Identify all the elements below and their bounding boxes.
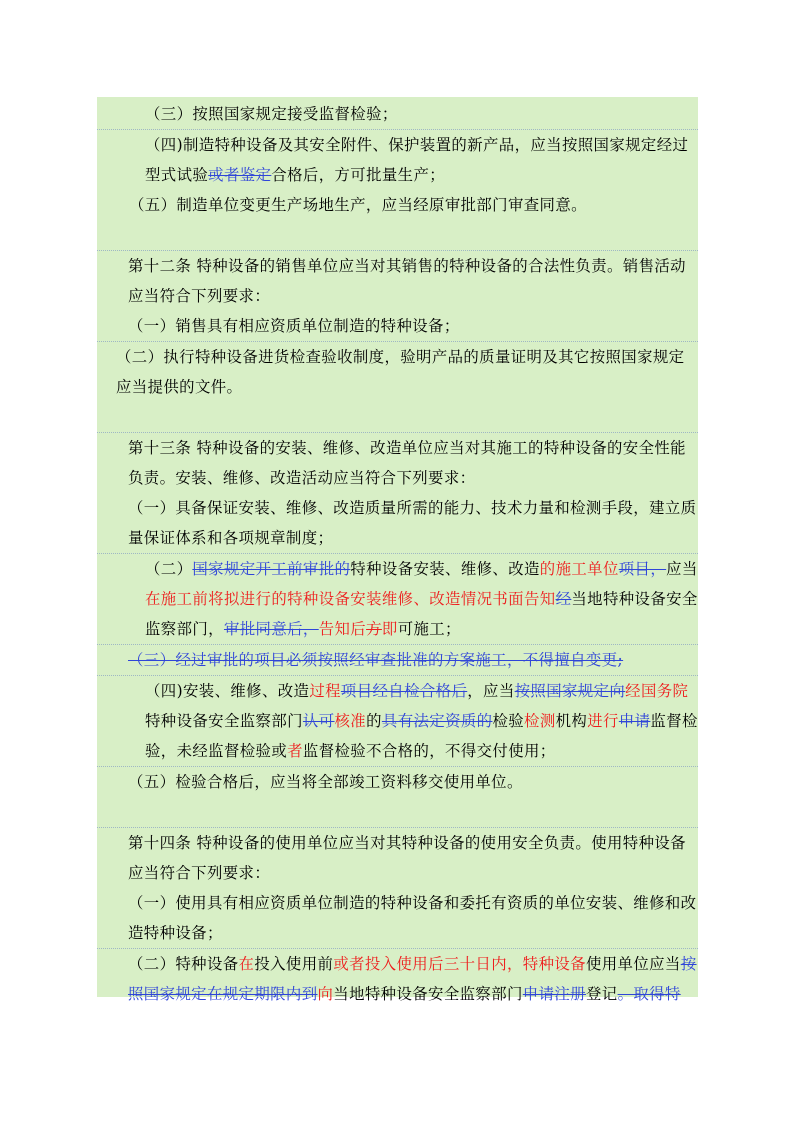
article-13-heading — [97, 432, 698, 493]
text: （二）执行特种设备进货检查验收制度，验明产品的质量证明及其它按照国家规定应当提供的文件。 — [116, 348, 685, 396]
text: 特种设备安全监察部门 — [145, 712, 303, 730]
deleted-text: （三）经过审批的项目必须按照经审查批准的方案施工，不得擅自变更; — [128, 651, 624, 669]
inserted-text: 经国务院 — [625, 682, 689, 700]
deleted-text: 方 — [366, 620, 382, 638]
article-13-item-3-deleted — [97, 644, 698, 675]
deleted-text: 项目经自检合格后 — [340, 682, 468, 700]
inserted-text: 核准 — [334, 712, 367, 730]
text: 使用单位应当 — [585, 955, 681, 973]
text: 当地特种设备安全监察部门， — [145, 590, 698, 638]
text: 可施工； — [397, 620, 461, 638]
article-13-item-4 — [97, 675, 698, 766]
paragraph-gap — [97, 797, 698, 827]
article-12-item-1 — [97, 311, 698, 341]
deleted-text: 经 — [555, 590, 572, 608]
deleted-text: 国家规定开工前审批的 — [192, 560, 351, 578]
text: 登记 — [585, 985, 618, 1003]
deleted-text: 审批同意后， — [223, 620, 319, 638]
article-13-item-2 — [97, 553, 698, 644]
text: （三）按照国家规定接受监督检验； — [145, 105, 398, 123]
text: （一）销售具有相应资质单位制造的特种设备； — [128, 317, 460, 335]
deleted-text: 具有法定资质的 — [381, 712, 493, 730]
inserted-text: 检测 — [524, 712, 556, 730]
text: （四)安装、维修、改造 — [145, 682, 310, 700]
deleted-text: 申请 — [618, 712, 651, 730]
inserted-text: 进行 — [587, 712, 619, 730]
paragraph-gap — [97, 220, 698, 250]
article-13-item-5 — [97, 766, 698, 797]
text: （一）使用具有相应资质单位制造的特种设备和委托有资质的单位安装、维修和改造特种设备； — [128, 894, 697, 942]
text: 监督检验不合格的，不得交付使用； — [302, 742, 556, 760]
inserted-text: 在施工前将拟进行的特种设备安装维修、改造情况书面告知 — [145, 590, 556, 608]
text: 监督检验，未经监督检验或 — [145, 712, 698, 760]
inserted-text: 即 — [381, 620, 398, 638]
deleted-text: 申请注册 — [522, 985, 586, 1003]
text: （一）具备保证安装、维修、改造质量所需的能力、技术力量和检测手段，建立质量保证体系和各项规章制度； — [128, 499, 697, 547]
text: （四)制造特种设备及其安全附件、保护装置的新产品，应当按照国家规定经过型式试验 — [145, 136, 689, 184]
article-14-heading — [97, 827, 698, 888]
text: （二） — [145, 560, 193, 578]
deleted-text: 项目， — [618, 560, 667, 578]
text: 第十四条 特种设备的使用单位应当对其特种设备的使用安全负责。使用特种设备应当符合下列要求： — [128, 834, 686, 882]
text: 当地特种设备安全监察部门 — [333, 985, 523, 1003]
article-12-heading — [97, 250, 698, 311]
text: 应当 — [666, 560, 698, 578]
inserted-text: 过程 — [309, 682, 341, 700]
deleted-text: 认可 — [302, 712, 335, 730]
inserted-text: 在 — [238, 955, 255, 973]
text: 特种设备安装、维修、改造 — [350, 560, 540, 578]
text: （五）制造单位变更生产场地生产，应当经原审批部门审查同意。 — [129, 196, 587, 214]
deleted-text: 按照国家规定在规定期限内到 — [128, 955, 697, 1003]
clause-4-new-products — [97, 129, 698, 190]
text: 机构 — [555, 712, 588, 730]
clause-5-site-change — [97, 190, 698, 220]
text: （五）检验合格后，应当将全部竣工资料移交使用单位。 — [128, 773, 523, 791]
article-14-item-2 — [97, 948, 698, 1009]
text: （二）特种设备 — [128, 955, 239, 973]
text: 第十二条 特种设备的销售单位应当对其销售的特种设备的合法性负责。销售活动应当符合下列要求： — [128, 257, 686, 305]
text: 合格后，方可批量生产； — [271, 166, 446, 184]
text: 检验 — [492, 712, 525, 730]
paragraph-gap — [97, 402, 698, 432]
text: 的 — [366, 712, 382, 730]
deleted-text: 或者鉴定 — [208, 166, 272, 184]
article-12-item-2 — [97, 341, 698, 402]
document-page — [97, 97, 698, 1003]
article-13-item-1 — [97, 493, 698, 553]
inserted-text: 向 — [317, 985, 334, 1003]
text: ，应当 — [467, 682, 515, 700]
deleted-text: 。取得特 — [617, 985, 681, 1003]
text: 第十三条 特种设备的安装、维修、改造单位应当对其施工的特种设备的安全性能负责。安装、维修、改造活动应当符合下列要求： — [128, 439, 686, 487]
inserted-text: 或者投入使用后三十日内，特种设备 — [333, 955, 586, 973]
article-14-item-1 — [97, 888, 698, 948]
text: 投入使用前 — [254, 955, 334, 973]
deleted-text: 按照国家规定向 — [514, 682, 626, 700]
inserted-text: 告知后 — [318, 620, 367, 638]
inserted-text: 的施工单位 — [539, 560, 619, 578]
inserted-text: 者 — [287, 742, 303, 760]
clause-3-supervision — [97, 99, 698, 129]
